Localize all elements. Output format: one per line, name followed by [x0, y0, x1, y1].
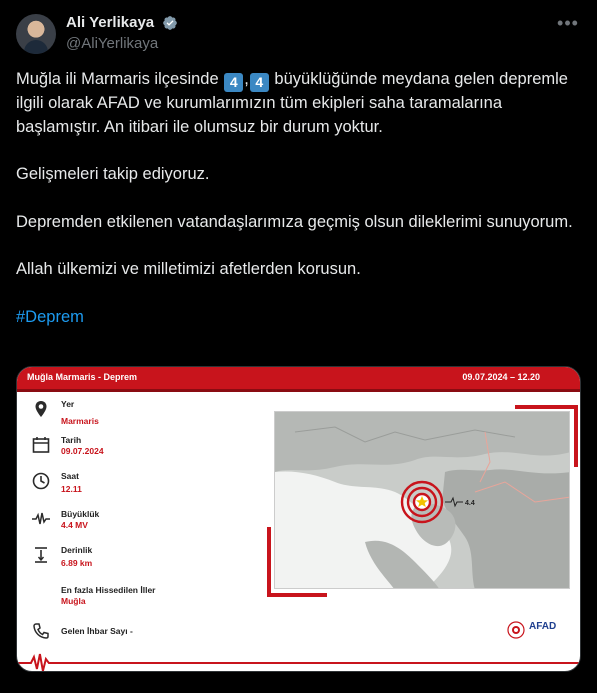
- card-title: Muğla Marmaris - Deprem: [27, 372, 138, 382]
- info-value: 12.11: [61, 484, 82, 494]
- epicenter-map: [274, 411, 570, 589]
- info-value: 4.4 MV: [61, 520, 88, 530]
- map-frame-accent: [515, 405, 578, 409]
- afad-logo: [507, 619, 567, 645]
- tweet-text: [16, 68, 581, 329]
- calendar-icon: [31, 435, 51, 455]
- map-frame-accent: [267, 593, 327, 597]
- card-date: 09.07.2024 – 12.20: [462, 372, 540, 382]
- clock-icon: [31, 471, 51, 491]
- tweet-paragraph-2: Gelişmeleri takip ediyoruz.: [16, 165, 210, 183]
- tweet-header: [16, 12, 581, 56]
- info-label: Derinlik: [61, 545, 93, 555]
- info-row-date: [31, 435, 261, 461]
- author-block: [66, 14, 178, 52]
- info-row-felt-provinces: [31, 585, 261, 611]
- author-name[interactable]: Ali Yerlikaya: [66, 14, 155, 32]
- terrain-map: [275, 412, 570, 589]
- avatar[interactable]: [16, 14, 56, 54]
- afad-wordmark: AFAD: [529, 621, 557, 632]
- depth-icon: [31, 545, 51, 565]
- tweet-paragraph-4: Allah ülkemizi ve milletimizi afetlerden korusun.: [16, 260, 361, 278]
- phone-icon: [31, 621, 51, 641]
- earthquake-info-card[interactable]: [16, 366, 581, 672]
- info-label: En fazla Hissedilen İller: [61, 585, 156, 595]
- tweet-paragraph-1: Muğla ili Marmaris ilçesinde 4 , 4 büyüklüğünde meydana gelen depremle ilgili olarak AFAD ve kurumlarımızın tüm ekipleri saha taramalarına başlamıştır. An itibari ile olumsuz bir durum yoktur.: [16, 70, 568, 136]
- info-row-location: [31, 399, 261, 425]
- keycap-digit-icon: 4: [250, 73, 269, 92]
- info-label: Büyüklük: [61, 509, 100, 519]
- author-handle[interactable]: @AliYerlikaya: [66, 35, 159, 52]
- more-options-icon[interactable]: •••: [557, 13, 579, 33]
- info-value: Muğla: [61, 596, 86, 606]
- hashtag-link[interactable]: #Deprem: [16, 307, 84, 326]
- location-pin-icon: [31, 399, 51, 419]
- info-label: Tarih: [61, 435, 82, 445]
- info-label: Saat: [61, 471, 79, 481]
- tweet-paragraph-3: Depremden etkilenen vatandaşlarımıza geçmiş olsun dileklerimi sunuyorum.: [16, 212, 573, 231]
- info-label: Gelen İhbar Sayı -: [61, 626, 133, 636]
- map-frame-accent: [574, 405, 578, 467]
- verified-badge-icon: [162, 15, 178, 31]
- keycap-digit-icon: 4: [224, 73, 243, 92]
- info-row-report-count: [31, 621, 261, 641]
- info-row-magnitude: [31, 509, 261, 535]
- info-value: 09.07.2024: [61, 446, 104, 456]
- info-label: Yer: [61, 399, 75, 409]
- map-frame-accent: [267, 527, 271, 597]
- info-value: 6.89 km: [61, 558, 93, 568]
- info-value: Marmaris: [61, 416, 99, 426]
- seismograph-icon: [31, 509, 51, 529]
- info-row-depth: [31, 545, 261, 571]
- seismograph-strip: [17, 649, 580, 672]
- info-row-time: [31, 471, 261, 497]
- map-magnitude-label: 4.4: [465, 500, 475, 507]
- afad-emblem-icon: [507, 621, 525, 639]
